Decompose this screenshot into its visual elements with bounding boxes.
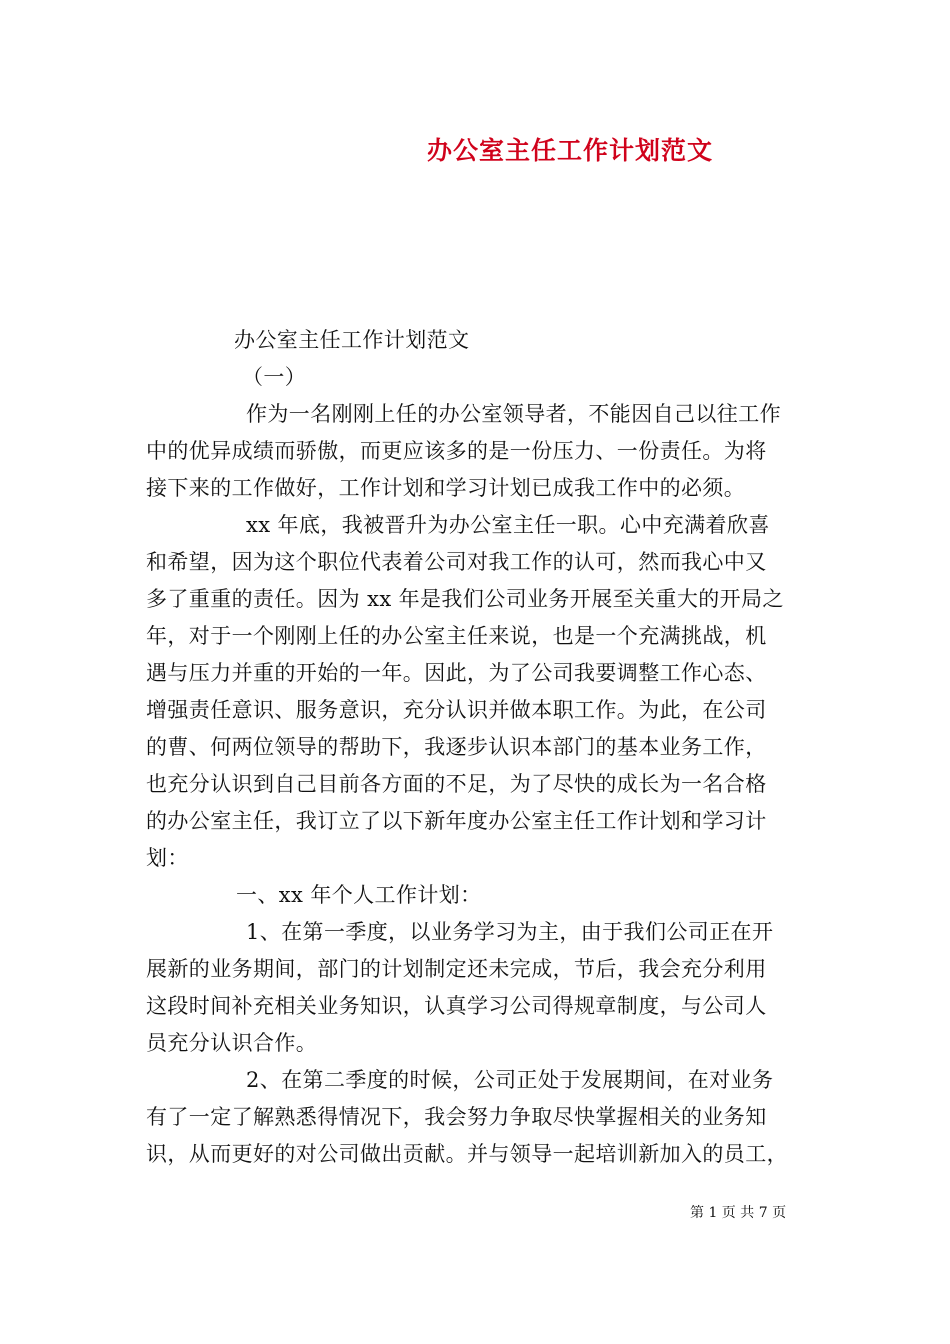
- document-title: 办公室主任工作计划范文: [426, 136, 713, 165]
- paragraph-line: 的曹、何两位领导的帮助下，我逐步认识本部门的基本业务工作，: [146, 735, 767, 759]
- section-marker: （一）: [242, 365, 307, 389]
- paragraph-line: 划：: [146, 846, 189, 870]
- paragraph-line: 也充分认识到自己目前各方面的不足，为了尽快的成长为一名合格: [146, 772, 767, 796]
- paragraph-line: 增强责任意识、服务意识，充分认识并做本职工作。为此，在公司: [146, 698, 767, 722]
- paragraph-line: 识，从而更好的对公司做出贡献。并与领导一起培训新加入的员工，: [146, 1142, 788, 1166]
- document-subtitle: 办公室主任工作计划范文: [234, 328, 470, 352]
- paragraph-line: 员充分认识合作。: [146, 1031, 318, 1055]
- paragraph-line: xx 年底，我被晋升为办公室主任一职。心中充满着欣喜: [246, 513, 770, 537]
- paragraph-line: 中的优异成绩而骄傲，而更应该多的是一份压力、一份责任。为将: [146, 439, 767, 463]
- paragraph-line: 作为一名刚刚上任的办公室领导者，不能因自己以往工作: [246, 402, 781, 426]
- paragraph-line: 和希望，因为这个职位代表着公司对我工作的认可，然而我心中又: [146, 550, 767, 574]
- paragraph-line: 接下来的工作做好，工作计划和学习计划已成我工作中的必须。: [146, 476, 746, 500]
- paragraph-line: 展新的业务期间，部门的计划制定还未完成，节后，我会充分利用: [146, 957, 767, 981]
- paragraph-line: 1、在第一季度，以业务学习为主，由于我们公司正在开: [246, 920, 774, 944]
- page-number-footer: 第 1 页 共 7 页: [690, 1205, 787, 1221]
- paragraph-line: 的办公室主任，我订立了以下新年度办公室主任工作计划和学习计: [146, 809, 767, 833]
- paragraph-line: 多了重重的责任。因为 xx 年是我们公司业务开展至关重大的开局之: [146, 587, 784, 611]
- paragraph-line: 有了一定了解熟悉得情况下，我会努力争取尽快掌握相关的业务知: [146, 1105, 767, 1129]
- paragraph-line: 遇与压力并重的开始的一年。因此，为了公司我要调整工作心态、: [146, 661, 767, 685]
- document-body: [146, 322, 808, 1173]
- section-heading: 一、xx 年个人工作计划：: [236, 883, 482, 907]
- paragraph-line: 2、在第二季度的时候，公司正处于发展期间，在对业务: [246, 1068, 774, 1092]
- paragraph-line: 年，对于一个刚刚上任的办公室主任来说，也是一个充满挑战，机: [146, 624, 767, 648]
- paragraph-line: 这段时间补充相关业务知识，认真学习公司得规章制度，与公司人: [146, 994, 767, 1018]
